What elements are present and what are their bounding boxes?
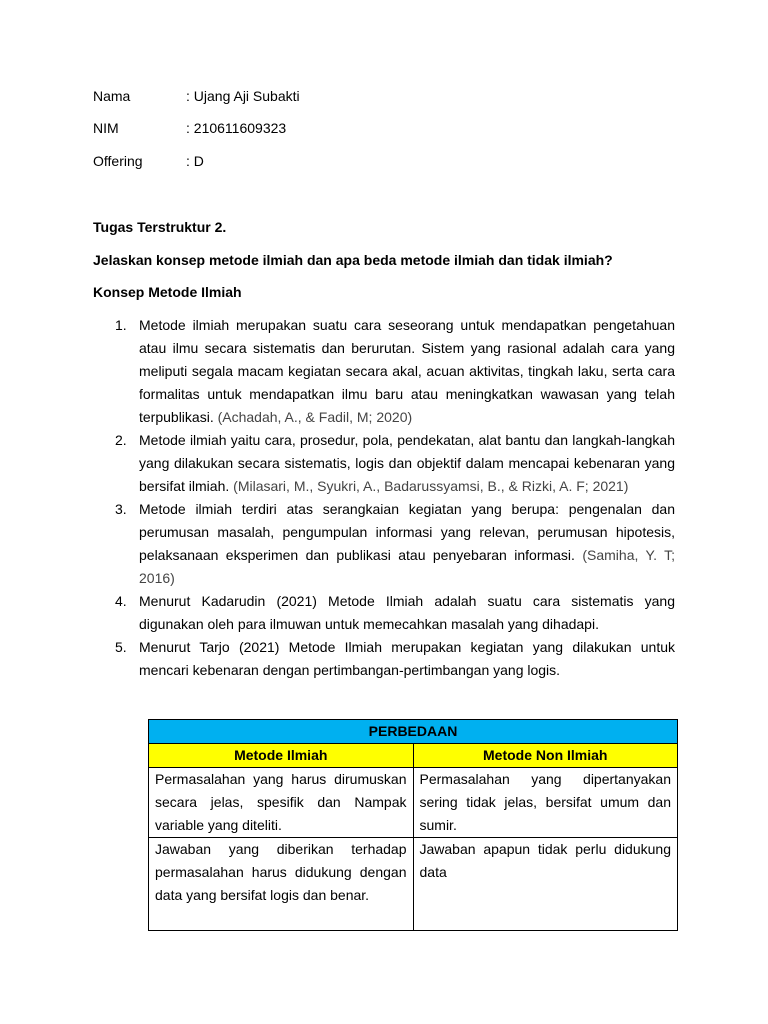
offering-label: Offering	[93, 153, 143, 169]
section-title: Konsep Metode Ilmiah	[93, 284, 242, 300]
list-number: 5.	[115, 639, 127, 655]
table-cell: Jawaban apapun tidak perlu didukung data	[413, 838, 678, 931]
name-label: Nama	[93, 88, 131, 104]
list-item	[93, 429, 675, 498]
citation: (Achadah, A., & Fadil, M; 2020)	[217, 409, 413, 425]
table-cell: Jawaban yang diberikan terhadap permasalahan harus didukung dengan data yang bersifat logis dan benar.	[149, 838, 414, 931]
table-cell: Permasalahan yang harus dirumuskan secara jelas, spesifik dan Nampak variable yang diteliti.	[149, 768, 414, 838]
table-row	[149, 838, 678, 931]
list-text: Metode ilmiah terdiri atas serangkaian kegiatan yang berupa: pengenalan dan perumusan masalah, pengumpulan informasi yang relevan, perumusan hipotesis, pelaksanaan eksperimen dan publikasi atau penyebaran informasi.	[139, 501, 675, 563]
table-title: PERBEDAAN	[149, 720, 678, 744]
column-header-ilmiah: Metode Ilmiah	[149, 744, 414, 768]
list-text: Metode ilmiah merupakan suatu cara seseorang untuk mendapatkan pengetahuan atau ilmu secara sistematis dan berurutan. Sistem yang rasional adalah cara yang meliputi segala macam kegiatan secara akal, acuan aktivitas, tingkah laku, serta cara formalitas untuk mendapatkan ilmu baru atau meningkatkan wawasan yang telah terpublikasi.	[139, 317, 675, 425]
assignment-title: Tugas Terstruktur 2.	[93, 219, 227, 235]
list-text: Menurut Tarjo (2021) Metode Ilmiah merupakan kegiatan yang dilakukan untuk mencari kebenaran dengan pertimbangan-pertimbangan yang logis.	[139, 639, 675, 678]
column-header-non-ilmiah: Metode Non Ilmiah	[413, 744, 678, 768]
comparison-table	[148, 719, 678, 931]
table-cell: Permasalahan yang dipertanyakan sering tidak jelas, bersifat umum dan sumir.	[413, 768, 678, 838]
nim-value: : 210611609323	[186, 120, 287, 136]
list-text: Menurut Kadarudin (2021) Metode Ilmiah adalah suatu cara sistematis yang digunakan oleh para ilmuwan untuk memecahkan masalah yang dihadapi.	[139, 593, 675, 632]
name-value: : Ujang Aji Subakti	[186, 88, 300, 104]
list-number: 2.	[115, 432, 127, 448]
list-item	[93, 498, 675, 590]
list-item	[93, 314, 675, 429]
citation: (Milasari, M., Syukri, A., Badarussyamsi, B., & Rizki, A. F; 2021)	[233, 478, 629, 494]
list-number: 3.	[115, 501, 127, 517]
nim-label: NIM	[93, 120, 119, 136]
list-item	[93, 590, 675, 636]
offering-value: : D	[186, 153, 204, 169]
citation: (Samiha, Y. T; 2016)	[139, 547, 676, 586]
table-row	[149, 768, 678, 838]
list-number: 1.	[115, 317, 127, 333]
list-text: Metode ilmiah yaitu cara, prosedur, pola, pendekatan, alat bantu dan langkah-langkah yang dilakukan secara sistematis, logis dan objektif dalam mencapai kebenaran yang bersifat ilmiah.	[139, 432, 675, 494]
question-heading: Jelaskan konsep metode ilmiah dan apa beda metode ilmiah dan tidak ilmiah?	[93, 252, 613, 268]
concept-list	[93, 314, 675, 682]
list-item	[93, 636, 675, 682]
list-number: 4.	[115, 593, 127, 609]
